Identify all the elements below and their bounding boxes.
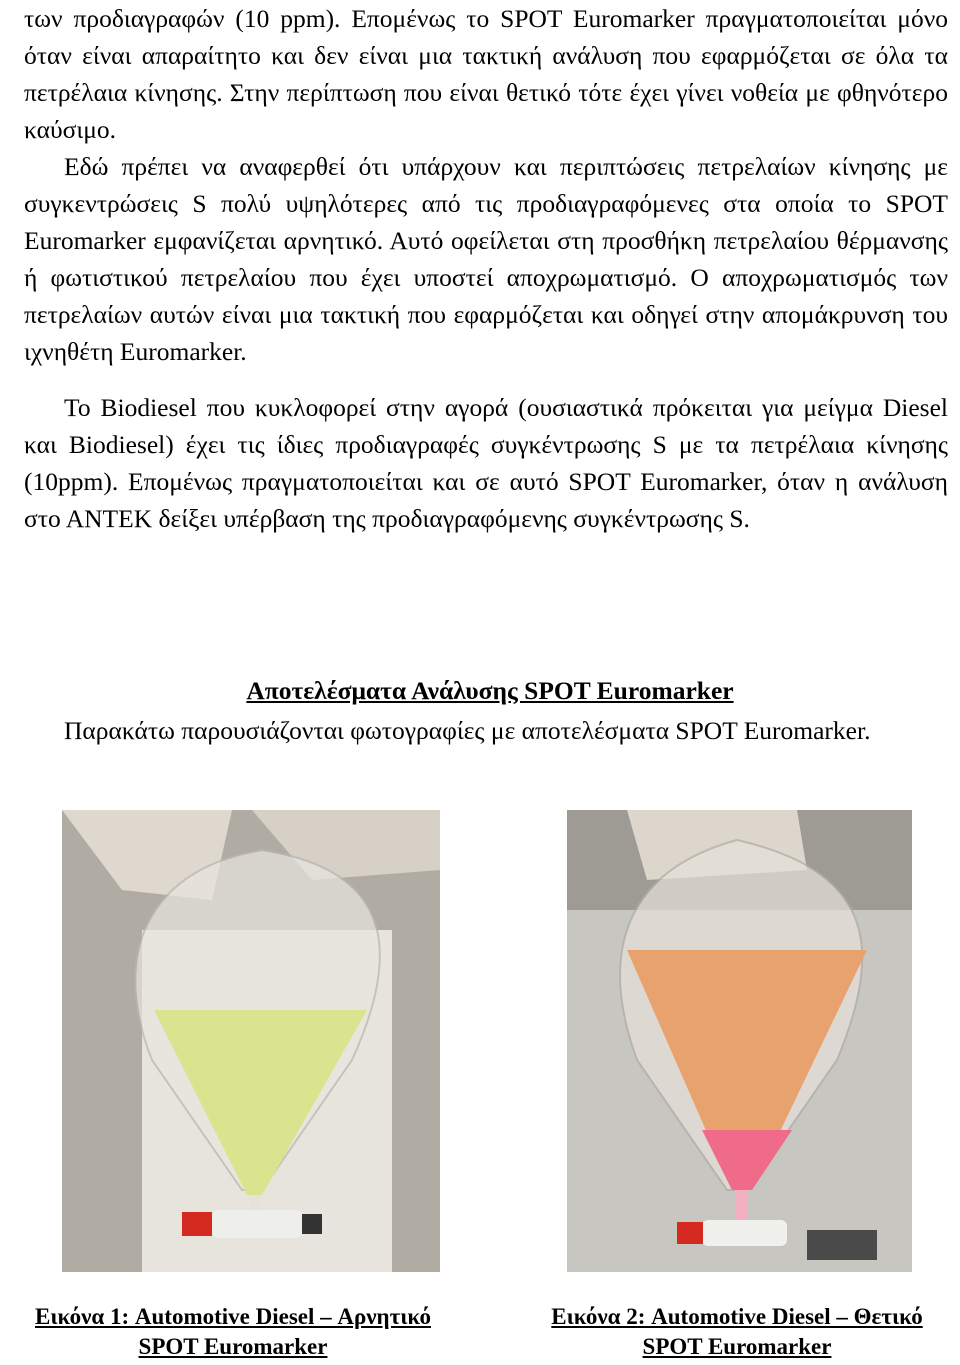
figure-2-caption-title: Εικόνα 2: Automotive Diesel – Θετικό	[551, 1304, 923, 1329]
paragraph-intro: των προδιαγραφών (10 ppm). Επομένως το SPOT Euromarker πραγματοποιείται μόνο όταν είναι απαραίτητο και δεν είναι μια τακτική ανάλυση που εφαρμόζεται σε όλα τα πετρέλαια κίνησης. Στην περίπτωση που είναι θετικό τότε έχει γίνει νοθεία με φθηνότερο καύσιμο.	[24, 4, 948, 144]
section-heading: Αποτελέσματα Ανάλυσης SPOT Euromarker	[246, 676, 734, 705]
paragraph-decolorization: Εδώ πρέπει να αναφερθεί ότι υπάρχουν και περιπτώσεις πετρελαίων κίνησης με συγκεντρώσεις S πολύ υψηλότερες από τις προδιαγραφόμενες στα οποία το SPOT Euromarker εμφανίζεται αρνητικό. Αυτό οφείλεται στη προσθήκη πετρελαίου θέρμανσης ή φωτιστικού πετρελαίου που έχει υποστεί αποχρωματισμό. Ο αποχρωματισμός των πετρελαίων αυτών είναι μια τακτική που εφαρμόζεται και οδηγεί στην απομάκρυνση του ιχνηθέτη Euromarker.	[24, 152, 948, 366]
figure-2-caption	[514, 1302, 960, 1362]
figure-2-caption-subtitle: SPOT Euromarker	[642, 1334, 832, 1359]
figure-1-caption	[0, 1302, 466, 1362]
photo-negative-result	[62, 810, 440, 1272]
section-intro: Παρακάτω παρουσιάζονται φωτογραφίες με αποτελέσματα SPOT Euromarker.	[64, 716, 871, 745]
paragraph-biodiesel: Το Biodiesel που κυκλοφορεί στην αγορά (ουσιαστικά πρόκειται για μείγμα Diesel και Biodiesel) έχει τις ίδιες προδιαγραφές συγκέντρωσης S με τα πετρέλαια κίνησης (10ppm). Επομένως πραγματοποιείται και σε αυτό SPOT Euromarker, όταν η ανάλυση στο ΑΝΤΕΚ δείξει υπέρβαση της προδιαγραφόμενης συγκέντρωσης S.	[24, 393, 948, 533]
photo-positive-result	[567, 810, 912, 1272]
figure-1-caption-title: Εικόνα 1: Automotive Diesel – Αρνητικό	[35, 1304, 431, 1329]
figure-1-caption-subtitle: SPOT Euromarker	[138, 1334, 328, 1359]
